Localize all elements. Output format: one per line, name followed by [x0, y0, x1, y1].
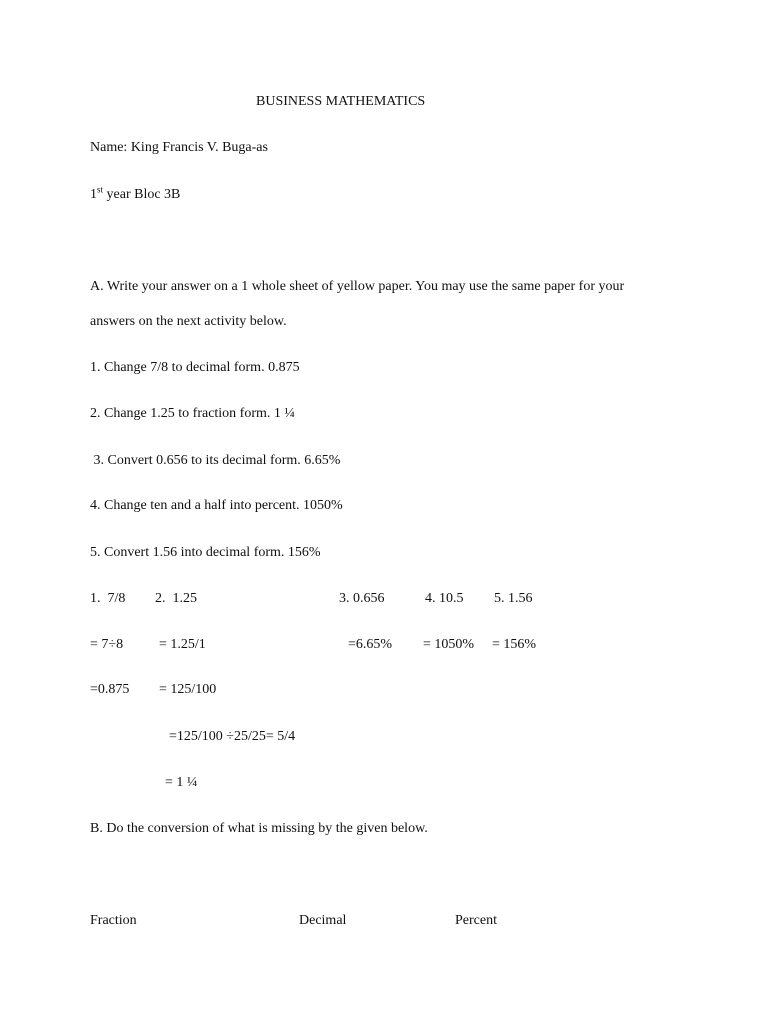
column-header-percent: Percent	[455, 913, 497, 928]
section-a-instruction-line2: answers on the next activity below.	[90, 314, 287, 329]
solution-col1-step: = 7÷8	[90, 637, 124, 652]
solution-col2-heading: 2. 1.25	[155, 591, 197, 606]
question-item: 3. Convert 0.656 to its decimal form. 6.65%	[90, 453, 341, 468]
section-a-instruction-line1: A. Write your answer on a 1 whole sheet of yellow paper. You may use the same paper for your	[90, 279, 625, 294]
section-b-instruction: B. Do the conversion of what is missing by the given below.	[90, 821, 428, 836]
year-bloc	[90, 184, 181, 203]
solution-col4-heading: 4. 10.5	[425, 591, 464, 606]
solution-col2-step: = 1.25/1	[159, 637, 206, 652]
solution-col2-step: = 125/100	[159, 682, 217, 697]
solution-col1-heading: 1. 7/8	[90, 591, 126, 606]
question-item: 4. Change ten and a half into percent. 1050%	[90, 498, 343, 513]
solution-col5-heading: 5. 1.56	[494, 591, 533, 606]
solution-col3-step: =6.65%	[348, 637, 393, 652]
question-item: 5. Convert 1.56 into decimal form. 156%	[90, 545, 321, 560]
solution-col1-step: =0.875	[90, 682, 130, 697]
solution-col4-step: = 1050%	[423, 637, 475, 652]
question-item: 1. Change 7/8 to decimal form. 0.875	[90, 360, 300, 375]
year-bloc-text: year Bloc 3B	[103, 187, 181, 202]
solution-col2-step: =125/100 ÷25/25= 5/4	[169, 729, 296, 744]
solution-col3-heading: 3. 0.656	[339, 591, 385, 606]
document-title: BUSINESS MATHEMATICS	[256, 94, 426, 109]
column-header-fraction: Fraction	[90, 913, 137, 928]
question-item: 2. Change 1.25 to fraction form. 1 ¼	[90, 406, 295, 421]
year-number: 1	[90, 187, 97, 202]
solution-col5-step: = 156%	[492, 637, 537, 652]
student-name: Name: King Francis V. Buga-as	[90, 140, 268, 155]
solution-col2-step: = 1 ¼	[165, 775, 198, 790]
year-suffix: st	[97, 184, 104, 195]
column-header-decimal: Decimal	[299, 913, 347, 928]
